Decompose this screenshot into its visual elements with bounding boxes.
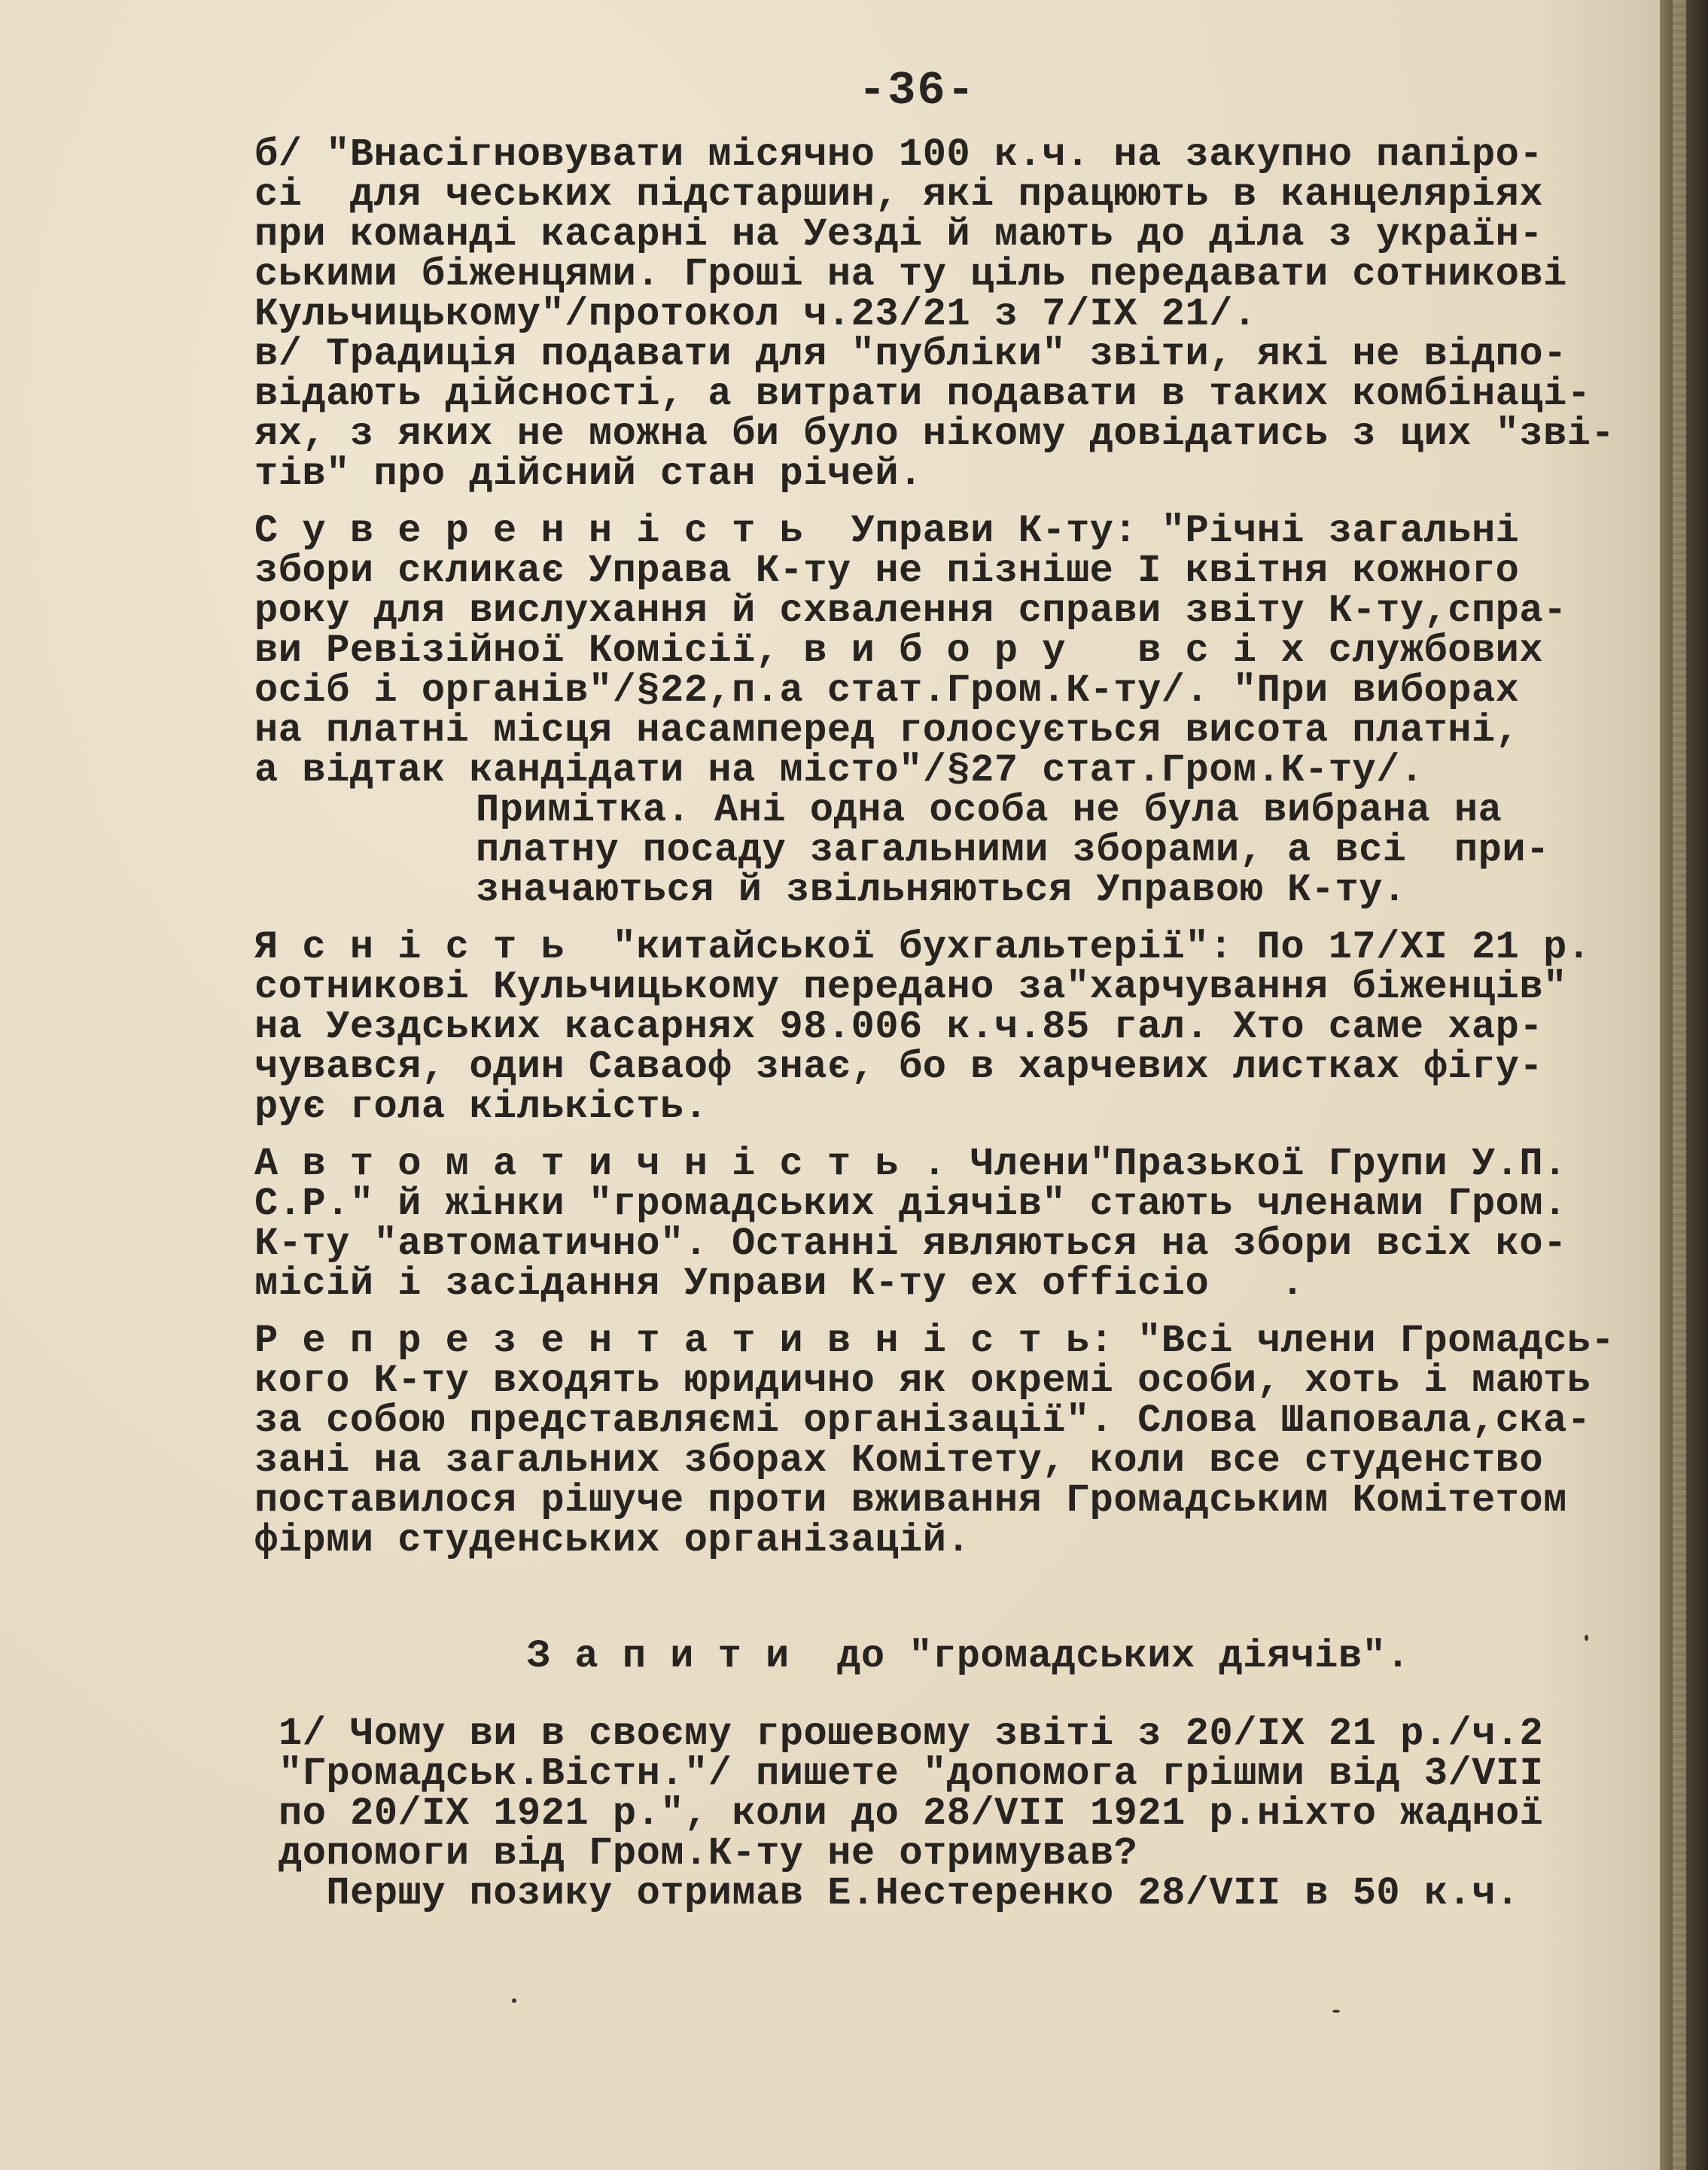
ink-speck [1585,1635,1588,1641]
text-line: б/ "Внасігновувати місячно 100 к.ч. на закупно папіро- [254,132,1544,177]
page-stack-edge [1673,0,1686,2170]
text-line: а відтак кандідати на місто"/§27 стат.Гром.К-ту/. [254,748,1424,793]
text-line: платну посаду загальними зборами, а всі при- [476,828,1550,872]
text-line: С у в е р е н н і с т ь Управи К-ту: "Річні загальні [254,509,1520,553]
text-line: Я с н і с т ь "китайської бухгальтерії": По 17/XI 21 р. [254,925,1591,969]
text-line: за собою представляємі організації". Слова Шаповала,ска- [254,1398,1591,1443]
text-line: чувався, один Саваоф знає, бо в харчевих листках фігу- [254,1045,1544,1089]
text-line: по 20/IX 1921 р.", коли до 28/VII 1921 р.ніхто жадної [279,1791,1544,1836]
text-line: ях, з яких не можна би було нікому довідатись з цих "зві- [254,412,1615,456]
text-line: значаються й звільняються Управою К-ту. [476,868,1407,912]
text-line: відають дійсності, а витрати подавати в таких комбінаці- [254,372,1591,416]
text-line: Першу позику отримав Е.Нестеренко 28/VII в 50 к.ч. [279,1871,1520,1916]
page-number: -36- [858,64,976,117]
text-line: Р е п р е з е н т а т и в н і с т ь: "Всі члени Громадсь- [254,1319,1615,1363]
text-line: тів" про дійсний стан річей. [254,452,923,496]
text-line: на Уездських касарнях 98.006 к.ч.85 гал. Хто саме хар- [254,1005,1544,1049]
text-line: 1/ Чому ви в своєму грошевому звіті з 20/IX 21 р./ч.2 [279,1712,1544,1756]
section-heading: З а п и т и до "громадських діячів". [527,1634,1411,1678]
text-line: "Громадськ.Вістн."/ пишете "допомога грішми від 3/VII [279,1752,1544,1796]
text-line: року для вислухання й схвалення справи звіту К-ту,спра- [254,589,1567,633]
text-line: А в т о м а т и ч н і с т ь . Члени"Празької Групи У.П. [254,1142,1567,1186]
text-line: зані на загальних зборах Комітету, коли все студенство [254,1438,1544,1483]
text-line: ви Ревізійної Комісії, в и б о р у в с і х службових [254,628,1544,673]
text-line: рує гола кількість. [254,1085,708,1129]
text-line: збори скликає Управа К-ту не пізніше I квітня кожного [254,549,1520,593]
text-line: С.Р." й жінки "громадських діячів" стають членами Гром. [254,1182,1567,1226]
ink-speck [1332,2010,1340,2013]
text-line: кого К-ту входять юридично як окремі особи, хоть і мають [254,1359,1591,1403]
text-line: на платні місця насамперед голосується висота платні, [254,708,1520,753]
text-line: Кульчицькому"/протокол ч.23/21 з 7/IX 21/. [254,292,1257,336]
text-line: при команді касарні на Уезді й мають до діла з україн- [254,212,1544,257]
text-line: ськими біженцями. Гроші на ту ціль передавати сотникові [254,252,1567,297]
text-line: сотникові Кульчицькому передано за"харчування біженців" [254,965,1567,1009]
text-line: фірми студенських організацій. [254,1518,971,1563]
text-line: сі для чеських підстаршин, які працюють в канцеляріях [254,172,1544,217]
text-line: в/ Традиція подавати для "публіки" звіти, які не відпо- [254,332,1567,376]
text-line: місій і засідання Управи К-ту ex officio . [254,1262,1305,1306]
text-line: допомоги від Гром.К-ту не отримував? [279,1831,1138,1876]
text-line: осіб і органів"/§22,п.а стат.Гром.К-ту/. "При виборах [254,668,1520,713]
text-line: поставилося рішуче проти вживання Громадським Комітетом [254,1478,1567,1523]
ink-speck [512,1998,516,2003]
text-line: К-ту "автоматично". Останні являються на збори всіх ко- [254,1222,1567,1266]
text-line: Примітка. Ані одна особа не була вибрана на [476,788,1502,832]
